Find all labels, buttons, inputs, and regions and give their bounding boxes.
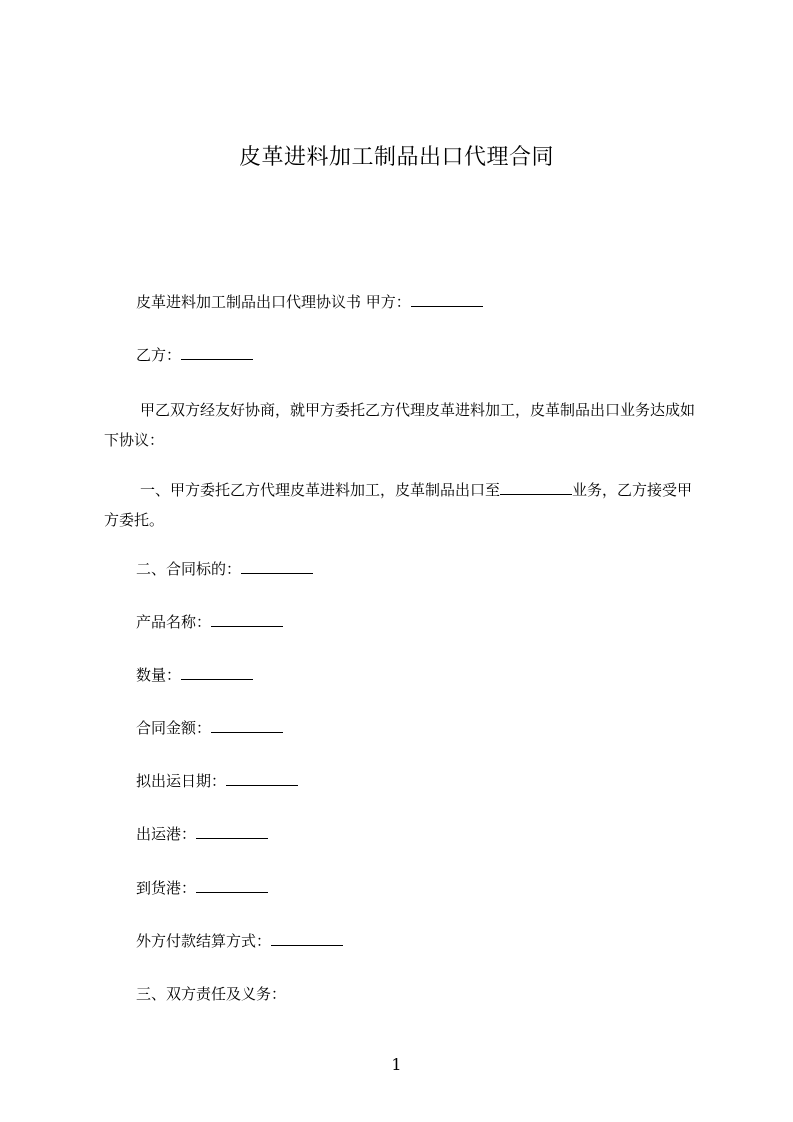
clause-3-heading: 三、双方责任及义务： [136,985,287,1003]
contract-amount-blank [211,718,283,733]
payment-method-blank [271,931,343,946]
intro-paragraph: 甲乙双方经友好协商，就甲方委托乙方代理皮革进料加工，皮革制品出口业务达成如下协议： [104,401,696,449]
product-name-line [136,611,283,633]
clause-1-text-before: 一、甲方委托乙方代理皮革进料加工，皮革制品出口至 [140,481,501,499]
ship-date-blank [226,771,298,786]
loading-port-label: 出运港： [136,825,197,843]
ship-date-label: 拟出运日期： [136,772,227,790]
contract-amount-label: 合同金额： [136,719,212,737]
quantity-line [136,664,253,686]
quantity-blank [181,665,253,680]
loading-port-line [136,823,268,845]
product-name-blank [211,612,283,627]
payment-method-line [136,930,343,952]
product-name-label: 产品名称： [136,613,212,631]
destination-port-label: 到货港： [136,879,197,897]
payment-method-label: 外方付款结算方式： [136,932,272,950]
party-a-label: 皮革进料加工制品出口代理协议书 甲方： [136,293,411,311]
party-a-blank [411,292,483,307]
clause-2-line [136,558,313,580]
document-title: 皮革进料加工制品出口代理合同 [238,145,554,170]
clause-1-blank [500,480,572,495]
clause-1-text-after: 业务，乙方接受甲方委托。 [104,481,693,529]
page-number: 1 [391,1055,402,1074]
ship-date-line [136,770,298,792]
clause-1-paragraph [104,475,704,535]
party-b-line [136,344,253,366]
clause-2-blank [241,559,313,574]
clause-2-label: 二、合同标的： [136,560,242,578]
quantity-label: 数量： [136,666,182,684]
destination-port-blank [196,878,268,893]
party-b-label: 乙方： [136,346,182,364]
party-b-blank [181,345,253,360]
destination-port-line [136,877,268,899]
party-a-line [136,291,483,313]
loading-port-blank [196,824,268,839]
contract-amount-line [136,717,283,739]
